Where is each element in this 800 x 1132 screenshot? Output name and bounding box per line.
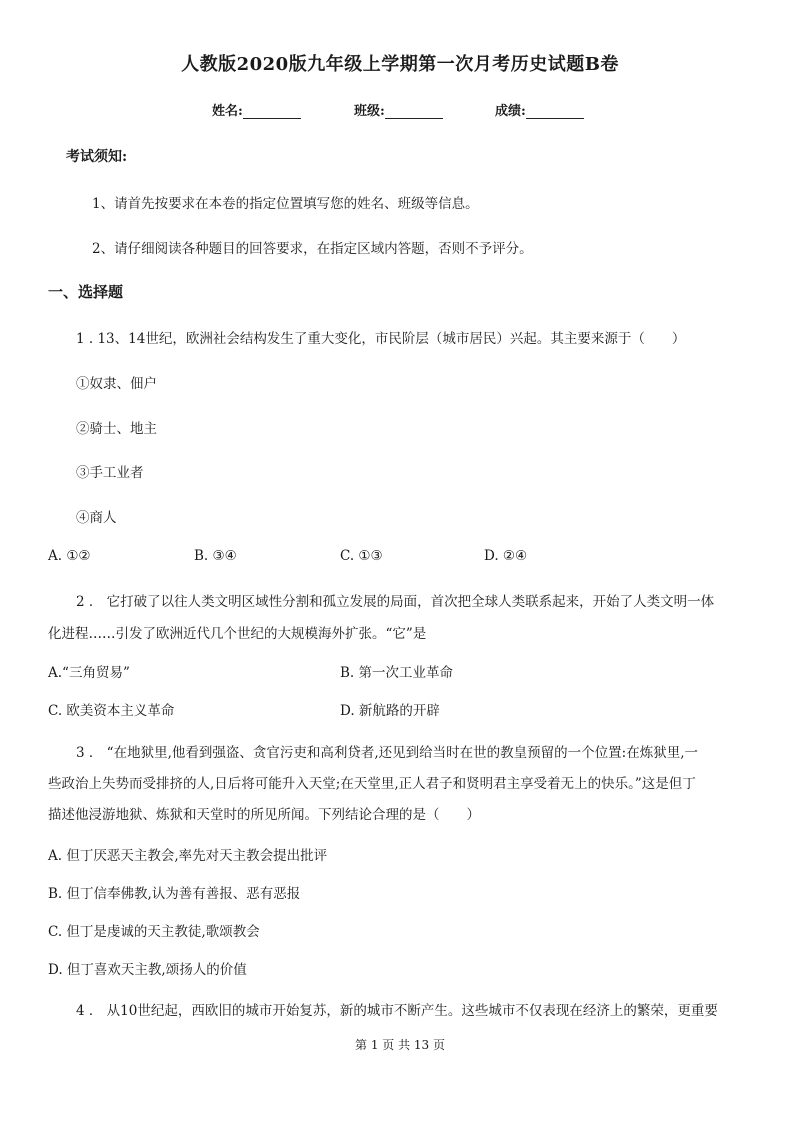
notice-item-1: 1、请首先按要求在本卷的指定位置填写您的姓名、班级等信息。 — [92, 196, 479, 212]
notice-item-2: 2、请仔细阅读各种题目的回答要求，在指定区域内答题，否则不予评分。 — [92, 241, 533, 257]
name-label: 姓名: — [212, 104, 243, 119]
question-2-stem-line-2: 化进程……引发了欧洲近代几个世纪的大规模海外扩张。“它”是 — [48, 626, 427, 642]
question-1-item-4: ④商人 — [76, 510, 117, 526]
score-field — [495, 100, 584, 119]
question-3-option-b[interactable]: B. 但丁信奉佛教,认为善有善报、恶有恶报 — [48, 886, 301, 902]
question-2-option-a[interactable]: A.“三角贸易” — [48, 665, 130, 681]
question-1-item-1: ①奴隶、佃户 — [76, 376, 157, 392]
class-field — [354, 100, 443, 119]
notice-heading: 考试须知: — [66, 149, 128, 165]
name-field — [212, 100, 301, 119]
question-3-option-a[interactable]: A. 但丁厌恶天主教会,率先对天主教会提出批评 — [48, 848, 328, 864]
question-4-stem-line-1: 4 ． 从10世纪起，西欧旧的城市开始复苏，新的城市不断产生。这些城市不仅表现在经济上的繁荣，更重要 — [76, 1003, 718, 1019]
page-title: 人教版2020版九年级上学期第一次月考历史试题B卷 — [181, 54, 619, 75]
question-3-stem-line-3: 描述他浸游地狱、炼狱和天堂时的所见所闻。下列结论合理的是（ ） — [48, 807, 480, 823]
question-1-option-a[interactable]: A. ①② — [48, 548, 91, 564]
question-3-option-d[interactable]: D. 但丁喜欢天主教,颂扬人的价值 — [48, 962, 247, 978]
question-2-option-d[interactable]: D. 新航路的开辟 — [340, 703, 440, 719]
question-2-option-b[interactable]: B. 第一次工业革命 — [340, 665, 454, 681]
score-blank — [526, 104, 584, 119]
question-1-option-c[interactable]: C. ①③ — [340, 548, 383, 564]
question-1-stem: 1 . 13、14世纪，欧洲社会结构发生了重大变化，市民阶层（城市居民）兴起。其主要来源于（ ） — [76, 331, 686, 347]
page-footer: 第 1 页 共 13 页 — [355, 1038, 445, 1052]
score-label: 成绩: — [495, 104, 526, 119]
section-heading-choice: 一、选择题 — [48, 283, 124, 301]
question-2-option-c[interactable]: C. 欧美资本主义革命 — [48, 703, 175, 719]
question-2-stem-line-1: 2 ． 它打破了以往人类文明区域性分割和孤立发展的局面，首次把全球人类联系起来，开始了人类文明一体 — [76, 594, 715, 610]
class-blank — [385, 104, 443, 119]
question-3-stem-line-1: 3 ． “在地狱里,他看到强盗、贪官污吏和高利贷者,还见到给当时在世的教皇预留的一个位置:在炼狱里,一 — [76, 745, 698, 761]
class-label: 班级: — [354, 104, 385, 119]
question-3-option-c[interactable]: C. 但丁是虔诚的天主教徒,歌颂教会 — [48, 924, 260, 940]
question-1-item-2: ②骑士、地主 — [76, 421, 157, 437]
question-3-stem-line-2: 些政治上失势而受排挤的人,日后将可能升入天堂;在天堂里,正人君子和贤明君主享受着无上的快乐。”这是但丁 — [48, 776, 696, 792]
name-blank — [243, 104, 301, 119]
question-1-option-d[interactable]: D. ②④ — [484, 548, 528, 564]
question-1-option-b[interactable]: B. ③④ — [194, 548, 237, 564]
question-1-item-3: ③手工业者 — [76, 465, 144, 481]
